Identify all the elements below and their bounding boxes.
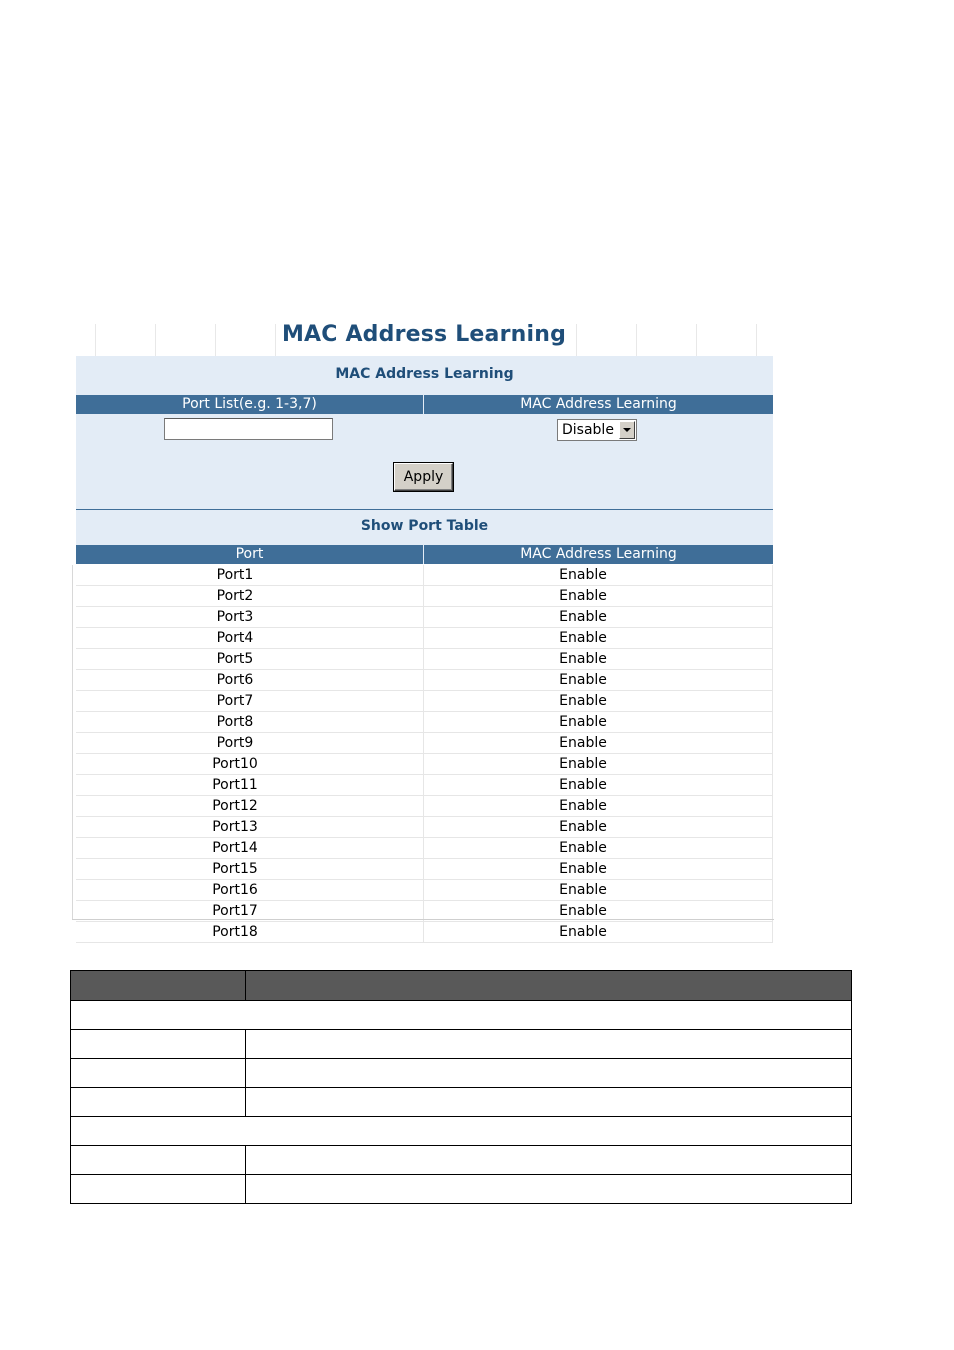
description-table-row [71, 1001, 852, 1030]
description-table-row [71, 1059, 852, 1088]
row-end-border [772, 670, 773, 690]
mac-learning-select[interactable] [557, 419, 637, 441]
chevron-down-icon[interactable] [619, 421, 635, 439]
row-end-border [772, 838, 773, 858]
row-end-border [772, 775, 773, 795]
table-row [76, 859, 773, 880]
description-table-row [71, 1117, 852, 1146]
mac-learning-status-cell: Enable [559, 588, 607, 604]
mac-learning-status-cell: Enable [559, 861, 607, 877]
row-end-border [772, 859, 773, 879]
mac-learning-status-cell: Enable [559, 882, 607, 898]
mac-learning-status-cell: Enable [559, 735, 607, 751]
port-name-cell: Port9 [216, 735, 254, 751]
table-row [76, 733, 773, 754]
port-name-cell: Port5 [216, 651, 254, 667]
table-row [76, 607, 773, 628]
description-table-row [71, 1146, 852, 1175]
mac-learning-status-cell: Enable [559, 798, 607, 814]
config-panel [76, 356, 773, 509]
row-end-border [772, 649, 773, 669]
port-name-cell: Port14 [212, 840, 258, 856]
row-end-border [772, 733, 773, 753]
table-cell [246, 971, 852, 1001]
config-header-row [76, 395, 773, 414]
table-row [76, 565, 773, 586]
port-name-cell: Port16 [212, 882, 258, 898]
page-title: MAC Address Learning [281, 322, 567, 347]
table-cell [71, 1030, 246, 1059]
mac-learning-status-cell: Enable [559, 651, 607, 667]
row-end-border [772, 796, 773, 816]
mac-learning-status-cell: Enable [559, 567, 607, 583]
mac-learning-status-cell: Enable [559, 903, 607, 919]
mac-learning-status-cell: Enable [559, 924, 607, 940]
port-name-cell: Port6 [216, 672, 254, 688]
row-end-border [772, 712, 773, 732]
table-cell [246, 1175, 852, 1204]
table-cell [71, 1117, 852, 1146]
port-name-cell: Port2 [216, 588, 254, 604]
row-end-border [772, 754, 773, 774]
table-row [76, 586, 773, 607]
row-end-border [772, 901, 773, 921]
table-row [76, 628, 773, 649]
table-cell [246, 1088, 852, 1117]
mac-learning-status-cell: Enable [559, 672, 607, 688]
config-panel-title: MAC Address Learning [335, 366, 514, 382]
table-cell [71, 1059, 246, 1088]
table-row [76, 796, 773, 817]
row-end-border [772, 586, 773, 606]
table-cell [71, 1001, 852, 1030]
port-list-header: Port List(e.g. 1-3,7) [182, 396, 317, 412]
port-name-cell: Port11 [212, 777, 258, 793]
table-row [76, 754, 773, 775]
table-row [76, 922, 773, 943]
table-cell [71, 1146, 246, 1175]
port-name-cell: Port3 [216, 609, 254, 625]
row-end-border [772, 880, 773, 900]
table-row [76, 817, 773, 838]
description-table-row [71, 1088, 852, 1117]
port-name-cell: Port10 [212, 756, 258, 772]
port-name-cell: Port13 [212, 819, 258, 835]
port-name-cell: Port1 [216, 567, 254, 583]
description-table [70, 970, 852, 1204]
table-row [76, 691, 773, 712]
port-column-header: Port [235, 546, 264, 562]
table-cell [71, 971, 246, 1001]
table-cell [71, 1088, 246, 1117]
mac-learning-status-cell: Enable [559, 714, 607, 730]
mac-learning-status-cell: Enable [559, 630, 607, 646]
row-end-border [772, 817, 773, 837]
mac-learning-column-header: MAC Address Learning [520, 546, 677, 562]
mac-learning-status-cell: Enable [559, 819, 607, 835]
row-end-border [772, 922, 773, 942]
mac-learning-selected-value: Disable [562, 422, 614, 438]
table-frame-bottom [72, 919, 774, 920]
port-table-section [76, 510, 773, 940]
table-row [76, 670, 773, 691]
description-table-row [71, 1030, 852, 1059]
port-list-input[interactable] [164, 418, 333, 440]
row-end-border [772, 565, 773, 585]
row-end-border [772, 607, 773, 627]
port-name-cell: Port4 [216, 630, 254, 646]
mac-learning-status-cell: Enable [559, 777, 607, 793]
table-row [76, 880, 773, 901]
table-cell [246, 1146, 852, 1175]
table-cell [71, 1175, 246, 1204]
table-cell [246, 1030, 852, 1059]
table-row [76, 649, 773, 670]
mac-learning-status-cell: Enable [559, 693, 607, 709]
mac-learning-status-cell: Enable [559, 756, 607, 772]
table-frame-left [72, 565, 73, 920]
table-cell [246, 1059, 852, 1088]
mac-learning-header: MAC Address Learning [520, 396, 677, 412]
port-name-cell: Port7 [216, 693, 254, 709]
port-name-cell: Port15 [212, 861, 258, 877]
port-name-cell: Port18 [212, 924, 258, 940]
row-end-border [772, 628, 773, 648]
table-row [76, 712, 773, 733]
port-name-cell: Port8 [216, 714, 254, 730]
description-table-header-row [71, 971, 852, 1001]
port-table-body [76, 565, 773, 943]
port-name-cell: Port12 [212, 798, 258, 814]
table-row [76, 775, 773, 796]
port-table-title: Show Port Table [360, 518, 489, 534]
apply-button[interactable]: Apply [394, 463, 453, 491]
mac-learning-status-cell: Enable [559, 840, 607, 856]
row-end-border [772, 691, 773, 711]
description-table-row [71, 1175, 852, 1204]
port-table-header-row [76, 545, 773, 564]
port-name-cell: Port17 [212, 903, 258, 919]
mac-learning-status-cell: Enable [559, 609, 607, 625]
table-row [76, 838, 773, 859]
